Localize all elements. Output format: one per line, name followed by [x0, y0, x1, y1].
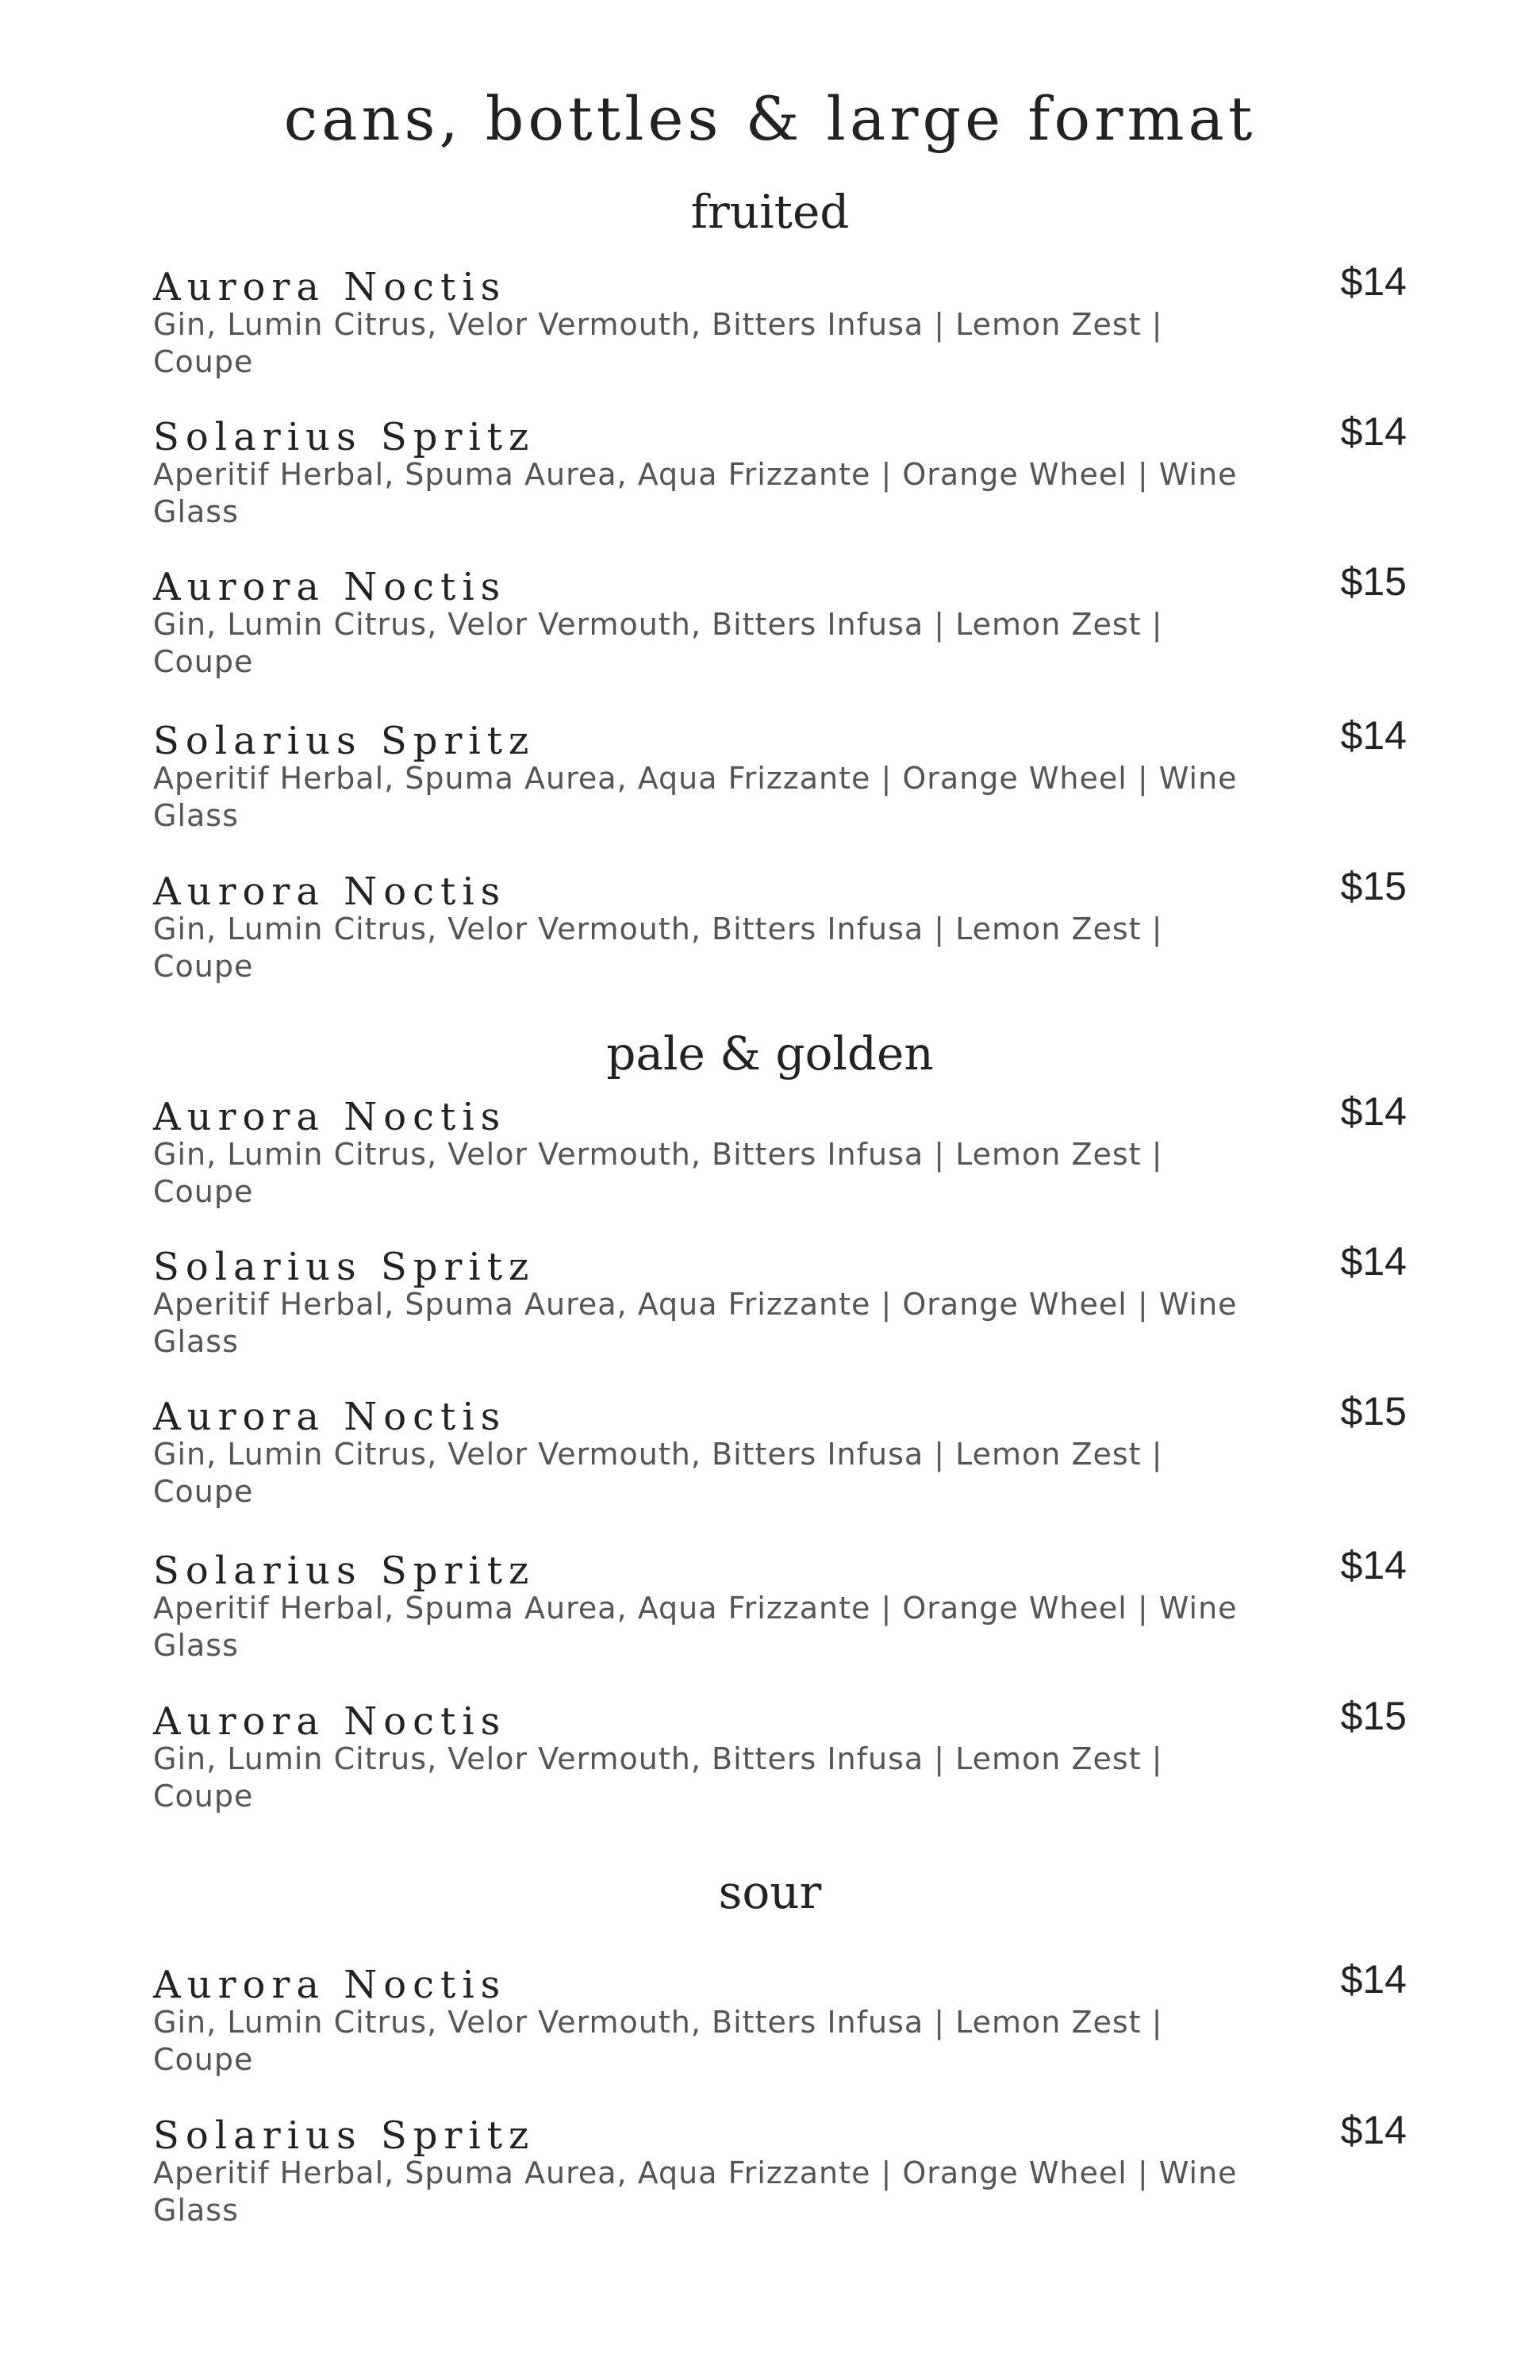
menu-item — [153, 1957, 1407, 2085]
item-name: Aurora Noctis — [153, 565, 507, 609]
menu-item — [153, 1089, 1407, 1217]
item-name: Aurora Noctis — [153, 265, 507, 309]
item-name: Solarius Spritz — [153, 1245, 536, 1289]
menu-item — [153, 1694, 1407, 1821]
item-price: $14 — [1340, 1239, 1407, 1284]
item-price: $15 — [1340, 1389, 1407, 1434]
item-description: Gin, Lumin Citrus, Velor Vermouth, Bitters Infusa | Lemon Zest | Coupe — [153, 1437, 1163, 1509]
item-name: Solarius Spritz — [153, 1549, 536, 1593]
item-price: $15 — [1340, 559, 1407, 604]
item-description: Gin, Lumin Citrus, Velor Vermouth, Bitters Infusa | Lemon Zest | Coupe — [153, 607, 1163, 679]
page-title: cans, bottles & large format — [283, 83, 1257, 154]
item-description: Gin, Lumin Citrus, Velor Vermouth, Bitters Infusa | Lemon Zest | Coupe — [153, 2005, 1163, 2077]
item-name: Solarius Spritz — [153, 719, 536, 763]
item-description: Gin, Lumin Citrus, Velor Vermouth, Bitters Infusa | Lemon Zest | Coupe — [153, 307, 1163, 379]
menu-item — [153, 259, 1407, 387]
item-price: $15 — [1340, 864, 1407, 908]
menu-item — [153, 713, 1407, 841]
section-title-sour: sour — [718, 1865, 822, 1919]
item-description: Aperitif Herbal, Spuma Aurea, Aqua Frizzante | Orange Wheel | Wine Glass — [153, 2155, 1238, 2228]
item-description: Gin, Lumin Citrus, Velor Vermouth, Bitters Infusa | Lemon Zest | Coupe — [153, 1137, 1163, 1209]
item-name: Aurora Noctis — [153, 1395, 507, 1439]
section-title-fruited: fruited — [690, 185, 850, 239]
item-price: $14 — [1340, 259, 1407, 304]
item-price: $14 — [1340, 2108, 1407, 2152]
item-description: Aperitif Herbal, Spuma Aurea, Aqua Frizzante | Orange Wheel | Wine Glass — [153, 457, 1238, 529]
item-description: Gin, Lumin Citrus, Velor Vermouth, Bitters Infusa | Lemon Zest | Coupe — [153, 1741, 1163, 1814]
item-price: $15 — [1340, 1694, 1407, 1738]
item-description: Gin, Lumin Citrus, Velor Vermouth, Bitters Infusa | Lemon Zest | Coupe — [153, 912, 1163, 984]
section-title-pale-golden: pale & golden — [606, 1027, 934, 1081]
item-name: Solarius Spritz — [153, 2113, 536, 2158]
item-price: $14 — [1340, 1543, 1407, 1587]
menu-item — [153, 1543, 1407, 1671]
item-description: Aperitif Herbal, Spuma Aurea, Aqua Frizzante | Orange Wheel | Wine Glass — [153, 1591, 1238, 1663]
item-name: Aurora Noctis — [153, 1963, 507, 2007]
item-name: Aurora Noctis — [153, 1095, 507, 1139]
item-price: $14 — [1340, 713, 1407, 758]
menu-item — [153, 1239, 1407, 1367]
menu-item — [153, 864, 1407, 992]
menu-item — [153, 2108, 1407, 2236]
item-price: $14 — [1340, 1089, 1407, 1134]
item-price: $14 — [1340, 1957, 1407, 2002]
menu-item — [153, 559, 1407, 687]
item-description: Aperitif Herbal, Spuma Aurea, Aqua Frizzante | Orange Wheel | Wine Glass — [153, 1287, 1238, 1359]
item-description: Aperitif Herbal, Spuma Aurea, Aqua Frizzante | Orange Wheel | Wine Glass — [153, 761, 1238, 833]
menu-item — [153, 1389, 1407, 1517]
item-name: Solarius Spritz — [153, 415, 536, 459]
item-name: Aurora Noctis — [153, 1699, 507, 1744]
item-price: $14 — [1340, 409, 1407, 454]
menu-item — [153, 409, 1407, 537]
item-name: Aurora Noctis — [153, 869, 507, 914]
